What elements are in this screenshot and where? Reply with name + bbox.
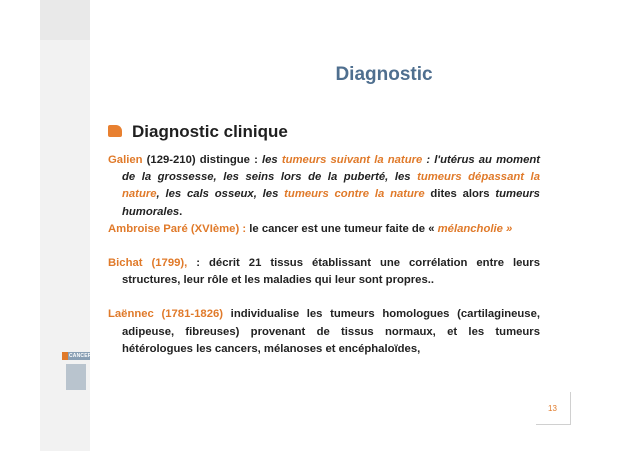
galien-phrase1: les xyxy=(261,154,282,166)
section-heading xyxy=(108,122,288,142)
logo-block xyxy=(66,364,86,390)
slide-content xyxy=(108,152,540,358)
slide-title-text: Diagnostic xyxy=(335,64,433,85)
bichat-name: Bichat (1799), xyxy=(108,257,188,270)
paragraph-gap xyxy=(108,238,540,255)
left-decor-cap xyxy=(40,0,90,40)
page-number: 13 xyxy=(548,404,557,413)
laennec-text: individualise les tumeurs homologues (cartilagineuse, adipeuse, fibreuses) provenant de tissus normaux, et les tumeurs hétérologues les cancers, mélanoses et encéphaloïdes, xyxy=(122,308,540,355)
pare-name: Ambroise Paré (XVIème) : xyxy=(108,222,247,235)
paragraph-galien xyxy=(108,152,540,221)
paragraph-bichat xyxy=(108,255,540,289)
paragraph-pare xyxy=(108,221,540,238)
paragraph-gap xyxy=(108,289,540,306)
galien-phrase6: . xyxy=(179,205,183,218)
bullet-icon xyxy=(108,125,122,137)
galien-phrase5: tumeurs humorales xyxy=(122,188,540,218)
logo-accent xyxy=(62,352,68,360)
pare-highlight: mélancholie » xyxy=(437,222,513,235)
galien-name: Galien xyxy=(108,154,143,166)
galien-highlight-2: tumeurs dépassant la nature xyxy=(122,171,540,201)
bichat-text: : décrit 21 tissus établissant une corrélation entre leurs structures, leur rôle et les maladies qui leur sont propres.. xyxy=(122,257,540,287)
galien-phrase2: : l'utérus au moment de la grossesse, les seins lors de la puberté, les xyxy=(122,154,541,184)
section-heading-text: Diagnostic clinique xyxy=(132,122,288,141)
page-corner-horizontal-line xyxy=(536,424,571,425)
pare-text: le cancer est une tumeur faite de « xyxy=(246,222,438,235)
galien-phrase4: dites alors xyxy=(424,188,496,201)
galien-phrase3: , les cals osseux, les xyxy=(156,188,285,201)
galien-highlight-1: tumeurs suivant la nature xyxy=(281,154,423,166)
page-corner-vertical-line xyxy=(570,392,571,424)
laennec-name: Laënnec (1781-1826) xyxy=(108,308,224,321)
cancer-logo xyxy=(62,352,90,394)
slide-title xyxy=(0,64,638,86)
galien-highlight-3: tumeurs contre la nature xyxy=(284,188,425,201)
galien-dates: (129-210) distingue : xyxy=(142,154,262,166)
paragraph-laennec xyxy=(108,306,540,358)
logo-text: CANCER xyxy=(69,353,92,359)
